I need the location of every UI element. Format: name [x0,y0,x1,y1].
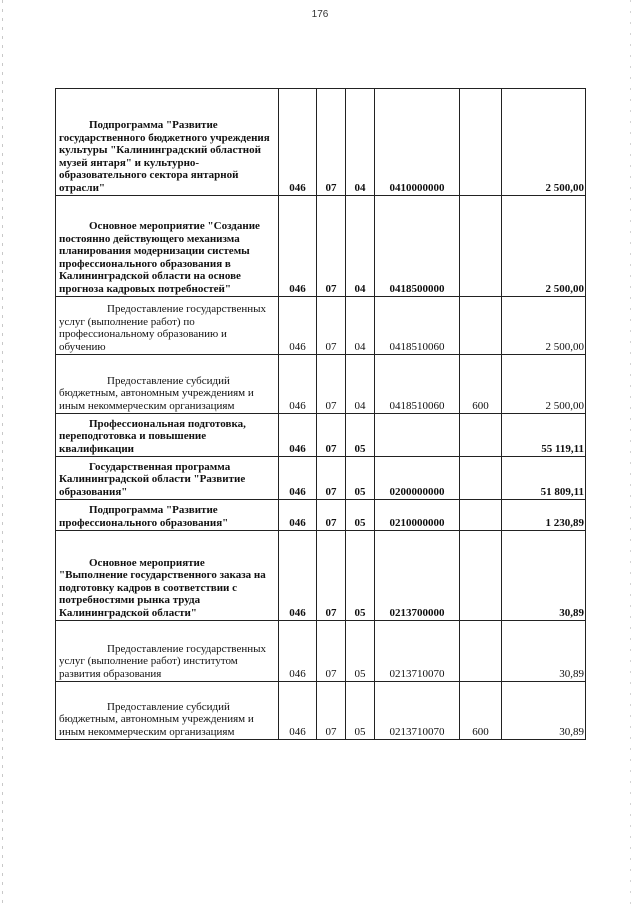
ministry-code: 046 [279,531,317,621]
expense-type-code [460,457,502,500]
target-article-code: 0213700000 [375,531,460,621]
budget-table [55,88,586,740]
page-number: 176 [311,9,329,20]
table-row [56,682,586,740]
amount: 51 809,11 [502,457,586,500]
table-row [56,531,586,621]
expense-type-code [460,89,502,196]
section-code: 07 [317,414,346,457]
ministry-code: 046 [279,414,317,457]
expense-type-code [460,297,502,355]
subsection-code: 04 [346,355,375,414]
ministry-code: 046 [279,682,317,740]
subsection-code: 04 [346,196,375,297]
row-name: Предоставление субсидий бюджетным, автономным учреждениям и иным некоммерческим организациям [56,355,279,414]
amount: 2 500,00 [502,297,586,355]
subsection-code: 05 [346,682,375,740]
table-row [56,89,586,196]
row-name: Подпрограмма "Развитие профессионального образования" [56,500,279,531]
target-article-code: 0200000000 [375,457,460,500]
ministry-code: 046 [279,621,317,682]
target-article-code: 0213710070 [375,621,460,682]
section-code: 07 [317,500,346,531]
amount: 2 500,00 [502,89,586,196]
ministry-code: 046 [279,89,317,196]
table-row [56,414,586,457]
amount: 2 500,00 [502,355,586,414]
ministry-code: 046 [279,457,317,500]
expense-type-code [460,414,502,457]
target-article-code [375,414,460,457]
expense-type-code [460,621,502,682]
subsection-code: 04 [346,89,375,196]
ministry-code: 046 [279,196,317,297]
amount: 1 230,89 [502,500,586,531]
ministry-code: 046 [279,355,317,414]
section-code: 07 [317,355,346,414]
ministry-code: 046 [279,500,317,531]
section-code: 07 [317,457,346,500]
expense-type-code: 600 [460,682,502,740]
subsection-code: 05 [346,531,375,621]
subsection-code: 05 [346,500,375,531]
section-code: 07 [317,682,346,740]
amount: 30,89 [502,531,586,621]
row-name: Государственная программа Калининградской области "Развитие образования" [56,457,279,500]
amount: 2 500,00 [502,196,586,297]
section-code: 07 [317,531,346,621]
row-name: Основное мероприятие "Выполнение государственного заказа на подготовку кадров в соответствии с потребностями рынка труда Калининградской области" [56,531,279,621]
table-row [56,355,586,414]
amount: 30,89 [502,682,586,740]
expense-type-code [460,500,502,531]
section-code: 07 [317,621,346,682]
scan-edge-left [2,0,3,905]
expense-type-code [460,196,502,297]
subsection-code: 05 [346,457,375,500]
row-name: Предоставление государственных услуг (выполнение работ) институтом развития образования [56,621,279,682]
amount: 30,89 [502,621,586,682]
target-article-code: 0213710070 [375,682,460,740]
table-row [56,196,586,297]
table-row [56,457,586,500]
target-article-code: 0418510060 [375,355,460,414]
subsection-code: 05 [346,414,375,457]
section-code: 07 [317,297,346,355]
target-article-code: 0210000000 [375,500,460,531]
row-name: Основное мероприятие "Создание постоянно действующего механизма планирования модернизации системы профессионального образования в Калининградской области на основе прогноза кадровых потребностей" [56,196,279,297]
section-code: 07 [317,89,346,196]
table-row [56,621,586,682]
section-code: 07 [317,196,346,297]
target-article-code: 0418500000 [375,196,460,297]
table-row [56,297,586,355]
table-row [56,500,586,531]
row-name: Подпрограмма "Развитие государственного бюджетного учреждения культуры "Калининградский областной музей янтаря" и культурно-образовательного сектора янтарной отрасли" [56,89,279,196]
row-name: Предоставление государственных услуг (выполнение работ) по профессиональному образованию и обучению [56,297,279,355]
target-article-code: 0418510060 [375,297,460,355]
scan-edge-right [630,0,631,905]
amount: 55 119,11 [502,414,586,457]
ministry-code: 046 [279,297,317,355]
subsection-code: 04 [346,297,375,355]
row-name: Предоставление субсидий бюджетным, автономным учреждениям и иным некоммерческим организациям [56,682,279,740]
row-name: Профессиональная подготовка, переподготовка и повышение квалификации [56,414,279,457]
target-article-code: 0410000000 [375,89,460,196]
expense-type-code [460,531,502,621]
expense-type-code: 600 [460,355,502,414]
subsection-code: 05 [346,621,375,682]
